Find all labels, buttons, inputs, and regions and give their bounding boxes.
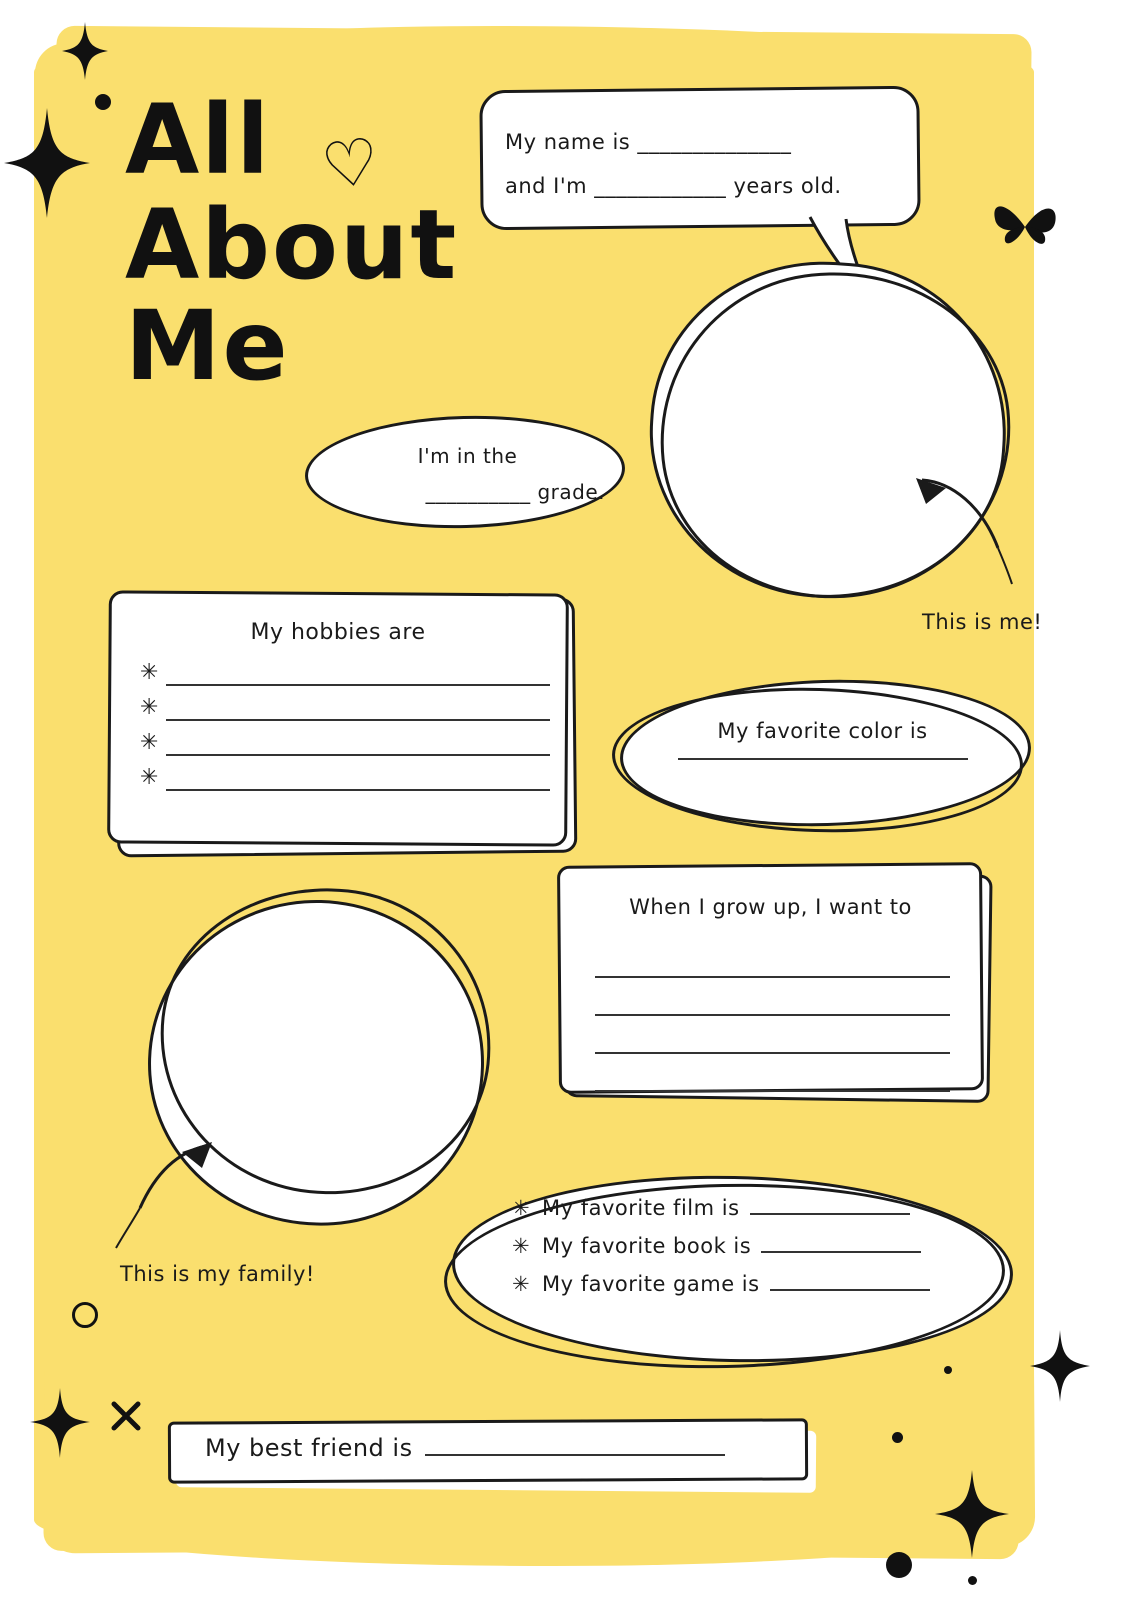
best-friend-input[interactable]	[425, 1434, 725, 1456]
page-title	[125, 84, 459, 403]
grade-card-text	[330, 438, 605, 510]
hobbies-list	[140, 655, 550, 795]
sparkle-icon	[4, 108, 90, 218]
asterisk-icon: ✳	[140, 764, 159, 790]
hobby-line-3[interactable]	[166, 730, 550, 756]
sparkle-icon	[30, 1388, 90, 1458]
favorite-film-input[interactable]	[750, 1195, 910, 1215]
arrow-to-me-icon	[912, 476, 1032, 596]
dot-icon	[968, 1576, 977, 1585]
favorite-color-label: My favorite color is	[717, 719, 928, 743]
age-line[interactable]: and I'm ____________ years old.	[505, 174, 842, 198]
heart-icon: ♡	[317, 124, 385, 206]
list-item[interactable]	[512, 1271, 992, 1309]
asterisk-icon: ✳	[140, 659, 159, 685]
grade-line2[interactable]: __________ grade.	[425, 480, 605, 504]
name-line[interactable]: My name is ______________	[505, 130, 792, 154]
dot-icon	[886, 1552, 912, 1578]
cross-icon	[110, 1400, 142, 1432]
ring-dot-icon	[72, 1302, 98, 1328]
sparkle-icon	[935, 1470, 1009, 1558]
asterisk-icon: ✳	[512, 1234, 531, 1258]
favorite-game-label: My favorite game is	[542, 1272, 760, 1296]
butterfly-icon	[985, 185, 1065, 265]
sparkle-icon	[1030, 1330, 1090, 1402]
page-title-line2: About	[125, 189, 459, 302]
list-item[interactable]	[512, 1195, 992, 1233]
photo-me-caption: This is me!	[922, 610, 1043, 634]
photo-family-caption: This is my family!	[120, 1262, 315, 1286]
favorite-color-text	[660, 712, 985, 760]
favorite-color-input[interactable]	[678, 758, 968, 760]
grow-up-title: When I grow up, I want to	[629, 895, 912, 919]
favorites-list	[512, 1195, 992, 1309]
favorite-book-input[interactable]	[761, 1233, 921, 1253]
best-friend-text	[205, 1434, 725, 1462]
arrow-to-family-icon	[98, 1138, 218, 1258]
asterisk-icon: ✳	[140, 729, 159, 755]
name-card-text	[505, 120, 905, 208]
hobby-line-2[interactable]	[166, 695, 550, 721]
list-item[interactable]	[140, 655, 550, 690]
favorite-book-label: My favorite book is	[542, 1234, 752, 1258]
list-item[interactable]	[512, 1233, 992, 1271]
list-item[interactable]	[140, 760, 550, 795]
asterisk-icon: ✳	[512, 1272, 531, 1296]
dot-icon	[95, 94, 111, 110]
list-item[interactable]	[140, 725, 550, 760]
grow-up-line-3[interactable]	[595, 1016, 950, 1054]
favorite-game-input[interactable]	[770, 1271, 930, 1291]
grow-up-lines	[595, 940, 950, 1092]
grow-up-line-1[interactable]	[595, 940, 950, 978]
grade-line1: I'm in the	[417, 444, 518, 468]
hobby-line-4[interactable]	[166, 765, 550, 791]
hobbies-title: My hobbies are	[250, 620, 426, 645]
asterisk-icon: ✳	[140, 694, 159, 720]
hobby-line-1[interactable]	[166, 660, 550, 686]
best-friend-label: My best friend is	[205, 1434, 413, 1462]
favorite-film-label: My favorite film is	[542, 1196, 740, 1220]
page-title-line3: Me	[125, 290, 290, 403]
page-title-line1: All	[125, 84, 272, 196]
dot-icon	[892, 1432, 903, 1443]
grow-up-line-4[interactable]	[595, 1054, 950, 1092]
grow-up-line-2[interactable]	[595, 978, 950, 1016]
dot-icon	[944, 1366, 952, 1374]
list-item[interactable]	[140, 690, 550, 725]
asterisk-icon: ✳	[512, 1196, 531, 1220]
sparkle-icon	[62, 22, 108, 80]
